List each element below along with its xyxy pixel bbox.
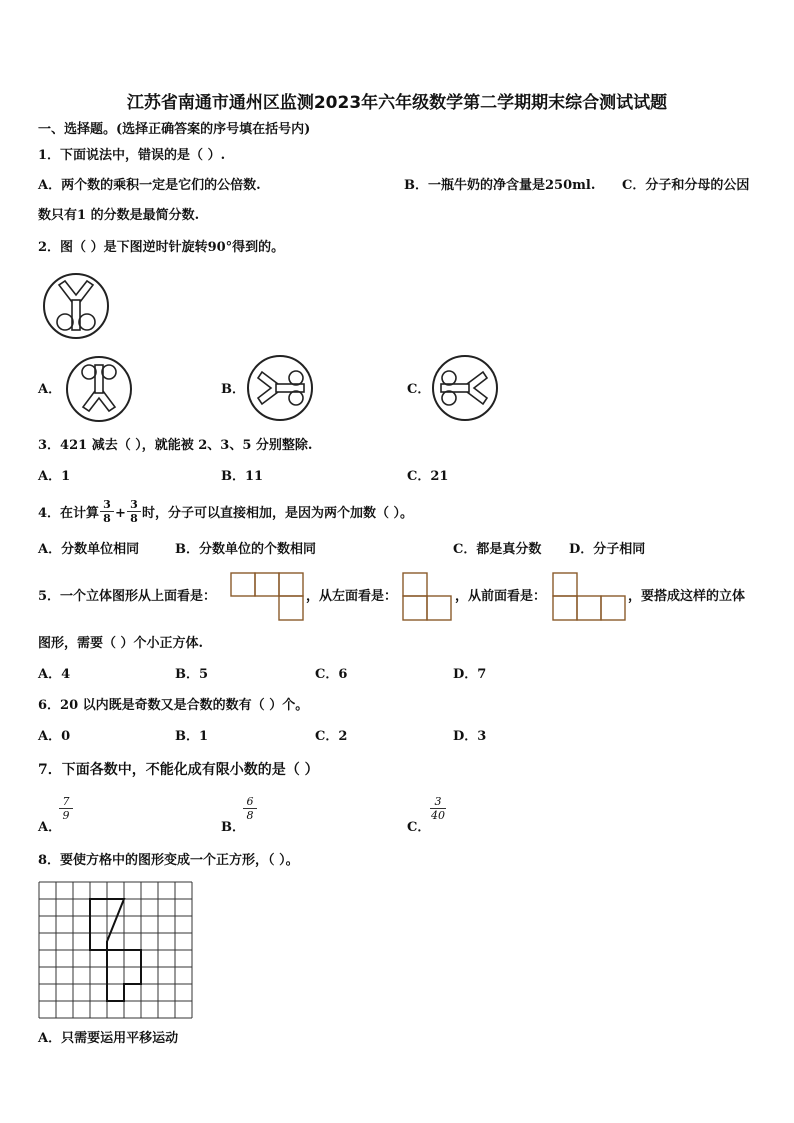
q7-c-denominator: 40 bbox=[431, 809, 445, 822]
q2-option-c-label[interactable]: C． bbox=[407, 382, 431, 397]
q4-option-b[interactable]: B．分数单位的个数相同 bbox=[175, 542, 316, 557]
q7-option-a-fraction[interactable] bbox=[59, 796, 73, 821]
q7-b-denominator: 8 bbox=[246, 809, 254, 822]
q2-stem: 2．图（ ）是下图逆时针旋转90°得到的。 bbox=[38, 240, 285, 255]
q7-option-c-fraction[interactable] bbox=[430, 796, 446, 821]
q7-a-numerator: 7 bbox=[62, 795, 70, 808]
q7-option-b-label[interactable]: B． bbox=[221, 820, 245, 835]
q5-front-view-figure bbox=[552, 572, 626, 621]
q4-fraction-2-numerator: 3 bbox=[130, 498, 138, 511]
q5-option-a[interactable]: A．4 bbox=[38, 667, 71, 682]
q8-grid-figure bbox=[38, 881, 194, 1018]
section-heading: 一、选择题。(选择正确答案的序号填在括号内) bbox=[38, 122, 311, 137]
page-title: 江苏省南通市通州区监测2023年六年级数学第二学期期末综合测试试题 bbox=[126, 93, 668, 113]
q2-option-b-label[interactable]: B． bbox=[221, 382, 245, 397]
q7-c-numerator: 3 bbox=[434, 795, 442, 808]
q4-fraction-2 bbox=[127, 499, 141, 524]
q1-stem: 1．下面说法中，错误的是（ ）. bbox=[38, 148, 226, 163]
q5-left-view-figure bbox=[402, 572, 452, 621]
q5-option-b[interactable]: B．5 bbox=[175, 667, 209, 682]
q7-option-c-label[interactable]: C． bbox=[407, 820, 431, 835]
q5-stem-part3: ，从前面看是： bbox=[455, 589, 547, 604]
q4-stem-prefix: 4．在计算 bbox=[38, 506, 100, 521]
q4-fraction-2-denominator: 8 bbox=[130, 512, 138, 525]
q1-option-a[interactable]: A．两个数的乘积一定是它们的公倍数. bbox=[38, 178, 261, 193]
q3-option-c[interactable]: C．21 bbox=[407, 469, 449, 484]
q1-option-c[interactable]: C．分子和分母的公因 bbox=[622, 178, 750, 193]
q5-stem-continued: 图形，需要（ ）个小正方体. bbox=[38, 636, 204, 651]
q4-option-a[interactable]: A．分数单位相同 bbox=[38, 542, 140, 557]
q4-fraction-1-numerator: 3 bbox=[103, 498, 111, 511]
q5-option-c[interactable]: C．6 bbox=[315, 667, 348, 682]
q2-option-a-figure[interactable] bbox=[65, 355, 133, 423]
q7-option-b-fraction[interactable] bbox=[243, 796, 257, 821]
q4-stem-suffix: 时，分子可以直接相加，是因为两个加数（ ）。 bbox=[142, 506, 414, 521]
q7-stem: 7．下面各数中，不能化成有限小数的是（ ） bbox=[38, 762, 319, 778]
q3-option-b[interactable]: B．11 bbox=[221, 469, 264, 484]
q2-option-a-label[interactable]: A． bbox=[38, 382, 62, 397]
q4-option-c[interactable]: C．都是真分数 bbox=[453, 542, 542, 557]
q8-stem: 8．要使方格中的图形变成一个正方形，（ ）。 bbox=[38, 853, 299, 868]
q2-option-b-figure[interactable] bbox=[246, 354, 314, 422]
q6-option-b[interactable]: B．1 bbox=[175, 729, 209, 744]
q3-stem: 3．421 减去（ ），就能被 2、3、5 分别整除. bbox=[38, 438, 313, 453]
q1-option-b[interactable]: B．一瓶牛奶的净含量是250ml. bbox=[404, 178, 596, 193]
q5-stem-part4: ，要搭成这样的立体 bbox=[628, 589, 746, 604]
q4-fraction-1-denominator: 8 bbox=[103, 512, 111, 525]
q3-option-a[interactable]: A．1 bbox=[38, 469, 71, 484]
q7-a-denominator: 9 bbox=[62, 809, 70, 822]
q4-fraction-1 bbox=[100, 499, 114, 524]
q6-option-a[interactable]: A．0 bbox=[38, 729, 71, 744]
q4-plus-sign: + bbox=[115, 506, 126, 521]
q5-option-d[interactable]: D．7 bbox=[453, 667, 487, 682]
q7-b-numerator: 6 bbox=[246, 795, 254, 808]
q6-option-c[interactable]: C．2 bbox=[315, 729, 348, 744]
q5-top-view-figure bbox=[230, 572, 304, 621]
grid-shape bbox=[90, 899, 141, 1001]
q6-stem: 6．20 以内既是奇数又是合数的数有（ ）个。 bbox=[38, 698, 309, 713]
q7-option-a-label[interactable]: A． bbox=[38, 820, 62, 835]
q1-option-c-continued: 数只有1 的分数是最简分数. bbox=[38, 208, 200, 223]
q6-option-d[interactable]: D．3 bbox=[453, 729, 487, 744]
q5-stem-part1: 5．一个立体图形从上面看是： bbox=[38, 589, 217, 604]
q5-stem-part2: ，从左面看是： bbox=[306, 589, 398, 604]
q2-option-c-figure[interactable] bbox=[431, 354, 499, 422]
q8-option-a[interactable]: A．只需要运用平移运动 bbox=[38, 1031, 179, 1046]
q2-original-figure bbox=[42, 272, 110, 340]
q4-option-d[interactable]: D．分子相同 bbox=[569, 542, 646, 557]
